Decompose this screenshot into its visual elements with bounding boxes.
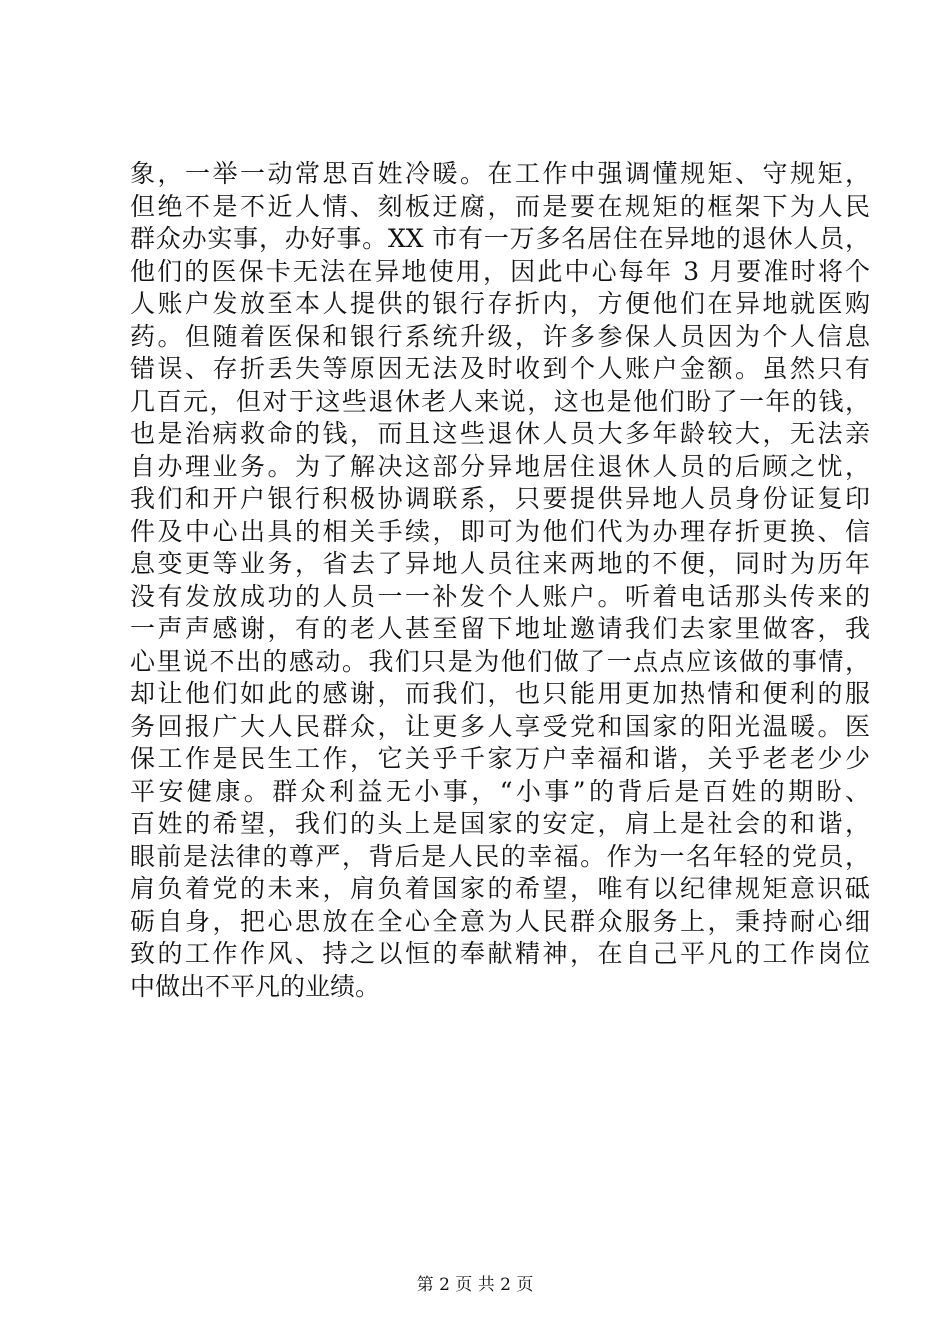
paragraph-line: 自办理业务。为了解决这部分异地居住退休人员的后顾之忧， (130, 451, 870, 481)
paragraph-line: 但绝不是不近人情、刻板迂腐，而是要在规矩的框架下为人民 (130, 191, 870, 221)
paragraph-line: 象，一举一动常思百姓冷暖。在工作中强调懂规矩、守规矩， (130, 159, 870, 188)
paragraph-line: 一声声感谢，有的老人甚至留下地址邀请我们去家里做客，我 (130, 614, 870, 643)
paragraph-line: 砺自身，把心思放在全心全意为人民群众服务上，秉持耐心细 (130, 906, 870, 936)
paragraph-line: 致的工作作风、持之以恒的奉献精神，在自己平凡的工作岗位 (130, 939, 870, 968)
paragraph-line: 保工作是民生工作，它关乎千家万户幸福和谐，关乎老老少少 (130, 744, 870, 773)
paragraph-line: 百姓的希望，我们的头上是国家的安定，肩上是社会的和谐， (130, 809, 870, 838)
paragraph-line: 人账户发放至本人提供的银行存折内，方便他们在异地就医购 (130, 289, 870, 318)
paragraph-line: 眼前是法律的尊严，背后是人民的幸福。作为一名年轻的党员， (130, 841, 870, 871)
body-paragraph (130, 158, 870, 1003)
paragraph-line: 心里说不出的感动。我们只是为他们做了一点点应该做的事情， (130, 646, 870, 676)
paragraph-line: 他们的医保卡无法在异地使用，因此中心每年 3 月要准时将个 (130, 256, 870, 286)
paragraph-line: 群众办实事，办好事。XX 市有一万多名居住在异地的退休人员， (130, 224, 870, 253)
paragraph-line: 却让他们如此的感谢，而我们，也只能用更加热情和便利的服 (130, 679, 870, 708)
paragraph-line: 肩负着党的未来，肩负着国家的希望，唯有以纪律规矩意识砥 (130, 874, 870, 903)
paragraph-line: 息变更等业务，省去了异地人员往来两地的不便，同时为历年 (130, 549, 870, 578)
paragraph-line: 中做出不平凡的业绩。 (130, 971, 381, 1001)
page-number-footer: 第 2 页 共 2 页 (416, 1275, 534, 1295)
paragraph-line: 我们和开户银行积极协调联系，只要提供异地人员身份证复印 (130, 484, 870, 513)
paragraph-line: 没有发放成功的人员一一补发个人账户。听着电话那头传来的 (130, 581, 870, 611)
paragraph-line: 件及中心出具的相关手续，即可为他们代为办理存折更换、信 (130, 516, 870, 546)
paragraph-line: 错误、存折丢失等原因无法及时收到个人账户金额。虽然只有 (130, 354, 870, 383)
paragraph-line: 平安健康。群众利益无小事，“小事”的背后是百姓的期盼、 (130, 776, 870, 806)
paragraph-line: 药。但随着医保和银行系统升级，许多参保人员因为个人信息 (130, 321, 870, 351)
paragraph-line: 务回报广大人民群众，让更多人享受党和国家的阳光温暖。医 (130, 711, 870, 741)
paragraph-line: 也是治病救命的钱，而且这些退休人员大多年龄较大，无法亲 (130, 419, 870, 448)
paragraph-line: 几百元，但对于这些退休老人来说，这也是他们盼了一年的钱， (130, 386, 870, 416)
